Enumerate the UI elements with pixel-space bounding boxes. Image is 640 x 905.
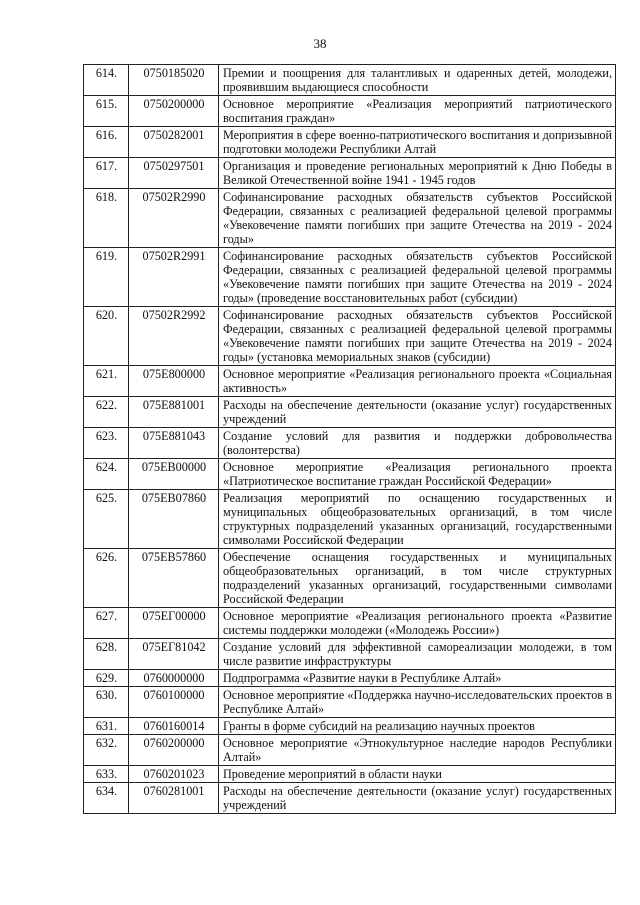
row-number: 626. [84, 549, 129, 608]
table-row [84, 158, 616, 189]
budget-classification-table [83, 64, 616, 814]
row-description: Реализация мероприятий по оснащению государственных и муниципальных общеобразовательных организаций, в том числе структурных подразделений указанных организаций, государственными символами Российской Федерации [219, 490, 616, 549]
row-description: Премии и поощрения для талантливых и одаренных детей, молодежи, проявившим выдающиеся способности [219, 65, 616, 96]
row-code: 0760201023 [129, 766, 219, 783]
row-description: Организация и проведение региональных мероприятий к Дню Победы в Великой Отечественной войне 1941 - 1945 годов [219, 158, 616, 189]
row-number: 625. [84, 490, 129, 549]
row-code: 0750282001 [129, 127, 219, 158]
table-row [84, 718, 616, 735]
row-code: 0760100000 [129, 687, 219, 718]
table-row [84, 189, 616, 248]
table-row [84, 307, 616, 366]
table-row [84, 735, 616, 766]
table-row [84, 127, 616, 158]
row-description: Софинансирование расходных обязательств субъектов Российской Федерации, связанных с реализацией федеральной целевой программы «Увековечение памяти погибших при защите Отечества на 2019 - 2024 годы» (проведение восстановительных работ (субсидии) [219, 248, 616, 307]
row-code: 0750297501 [129, 158, 219, 189]
row-description: Гранты в форме субсидий на реализацию научных проектов [219, 718, 616, 735]
page-number: 38 [313, 36, 327, 51]
row-description: Создание условий для развития и поддержки добровольчества (волонтерства) [219, 428, 616, 459]
table-row [84, 65, 616, 96]
table-row [84, 366, 616, 397]
row-description: Расходы на обеспечение деятельности (оказание услуг) государственных учреждений [219, 397, 616, 428]
table-row [84, 428, 616, 459]
row-description: Подпрограмма «Развитие науки в Республике Алтай» [219, 670, 616, 687]
row-description: Обеспечение оснащения государственных и муниципальных общеобразовательных организаций, в том числе структурных подразделений указанных организаций, государственными символами Российской Федерации [219, 549, 616, 608]
row-number: 614. [84, 65, 129, 96]
row-description: Основное мероприятие «Реализация мероприятий патриотического воспитания граждан» [219, 96, 616, 127]
row-description: Софинансирование расходных обязательств субъектов Российской Федерации, связанных с реализацией федеральной целевой программы «Увековечение памяти погибших при защите Отечества на 2019 - 2024 годы» [219, 189, 616, 248]
row-number: 632. [84, 735, 129, 766]
row-description: Основное мероприятие «Реализация регионального проекта «Патриотическое воспитание граждан Российской Федерации» [219, 459, 616, 490]
row-number: 618. [84, 189, 129, 248]
table-row [84, 248, 616, 307]
row-code: 075ЕГ00000 [129, 608, 219, 639]
row-number: 629. [84, 670, 129, 687]
row-code: 0760000000 [129, 670, 219, 687]
row-code: 0760200000 [129, 735, 219, 766]
row-description: Мероприятия в сфере военно-патриотического воспитания и допризывной подготовки молодежи Республики Алтай [219, 127, 616, 158]
row-description: Расходы на обеспечение деятельности (оказание услуг) государственных учреждений [219, 783, 616, 814]
row-description: Основное мероприятие «Поддержка научно-исследовательских проектов в Республике Алтай» [219, 687, 616, 718]
table-row [84, 397, 616, 428]
row-number: 631. [84, 718, 129, 735]
row-code: 075EB00000 [129, 459, 219, 490]
row-description: Основное мероприятие «Этнокультурное наследие народов Республики Алтай» [219, 735, 616, 766]
table-row [84, 639, 616, 670]
row-description: Проведение мероприятий в области науки [219, 766, 616, 783]
row-number: 621. [84, 366, 129, 397]
row-code: 075EB57860 [129, 549, 219, 608]
table-row [84, 687, 616, 718]
row-number: 617. [84, 158, 129, 189]
row-code: 075E881043 [129, 428, 219, 459]
row-code: 0750200000 [129, 96, 219, 127]
row-number: 628. [84, 639, 129, 670]
row-code: 075E881001 [129, 397, 219, 428]
row-number: 623. [84, 428, 129, 459]
row-number: 620. [84, 307, 129, 366]
row-number: 619. [84, 248, 129, 307]
row-description: Создание условий для эффективной самореализации молодежи, в том числе развитие инфраструктуры [219, 639, 616, 670]
row-code: 0750185020 [129, 65, 219, 96]
row-code: 07502R2991 [129, 248, 219, 307]
table-row [84, 608, 616, 639]
table-row [84, 96, 616, 127]
row-code: 075EB07860 [129, 490, 219, 549]
row-number: 633. [84, 766, 129, 783]
row-number: 624. [84, 459, 129, 490]
table-row [84, 459, 616, 490]
table-row [84, 670, 616, 687]
row-code: 0760281001 [129, 783, 219, 814]
row-number: 615. [84, 96, 129, 127]
row-number: 634. [84, 783, 129, 814]
table-row [84, 766, 616, 783]
row-code: 0760160014 [129, 718, 219, 735]
row-description: Софинансирование расходных обязательств субъектов Российской Федерации, связанных с реализацией федеральной целевой программы «Увековечение памяти погибших при защите Отечества на 2019 - 2024 годы» (установка мемориальных знаков (субсидии) [219, 307, 616, 366]
row-number: 627. [84, 608, 129, 639]
row-description: Основное мероприятие «Реализация регионального проекта «Развитие системы поддержки молодежи («Молодежь России») [219, 608, 616, 639]
row-number: 622. [84, 397, 129, 428]
row-code: 07502R2990 [129, 189, 219, 248]
row-number: 616. [84, 127, 129, 158]
table-row [84, 490, 616, 549]
row-number: 630. [84, 687, 129, 718]
row-code: 075ЕГ81042 [129, 639, 219, 670]
row-code: 07502R2992 [129, 307, 219, 366]
table-body [84, 65, 616, 814]
table-row [84, 549, 616, 608]
row-code: 075E800000 [129, 366, 219, 397]
table-row [84, 783, 616, 814]
row-description: Основное мероприятие «Реализация регионального проекта «Социальная активность» [219, 366, 616, 397]
